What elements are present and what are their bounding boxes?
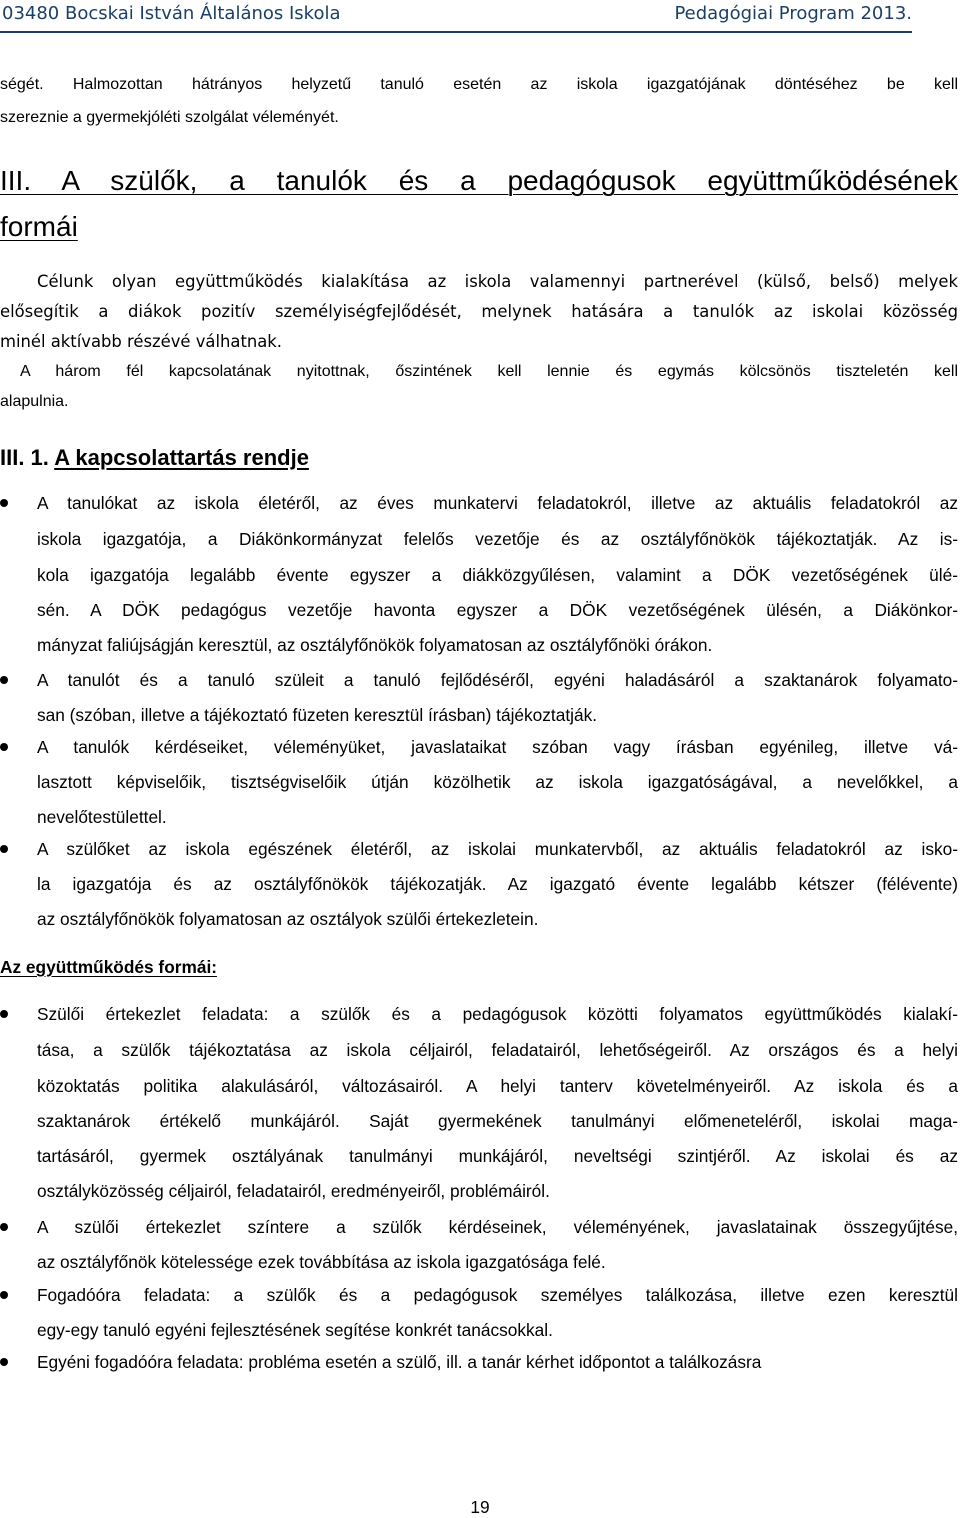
bullet-icon [0, 845, 8, 853]
contact-bullet-line: A tanulókat az iskola életéről, az éves munkatervi feladatokról, illetve az aktuális feladatokról az [37, 493, 958, 513]
goal-line: Célunk olyan együttműködés kialakítása az iskola valamennyi partnerével (külső, belső) melyek [37, 272, 958, 291]
contact-bullet-line: san (szóban, illetve a tájékoztató füzeten keresztül írásban) tájékoztatják. [37, 705, 598, 725]
contact-bullet-line: kola igazgatója legalább évente egyszer a diákközgyűlésen, valamint a DÖK vezetőségének ülé- [37, 565, 958, 585]
subsection-number: III. 1. [0, 445, 49, 470]
forms-bullet-line: közoktatás politika alakulásáról, változásairól. A helyi tanterv követelményeiről. Az iskola és a [37, 1076, 958, 1096]
goal-line: elősegítik a diákok pozitív személyiségfejlődését, melynek hatására a tanulók az iskolai közösség [0, 302, 958, 321]
intro-line: szereznie a gyermekjóléti szolgálat véleményét. [0, 109, 339, 126]
forms-label: Az együttműködés formái: [0, 957, 218, 977]
forms-bullet-line: Fogadóóra feladata: a szülők és a pedagógusok személyes találkozása, illetve ezen keresztül [37, 1285, 958, 1305]
contact-bullet-line: sén. A DÖK pedagógus vezetője havonta egyszer a DÖK vezetőségének ülésén, a Diákönkor- [37, 600, 958, 620]
forms-bullet-line: az osztályfőnök kötelessége ezek továbbítása az iskola igazgatósága felé. [37, 1252, 606, 1272]
contact-bullet-line: A tanulót és a tanuló szüleit a tanuló fejlődéséről, egyéni haladásáról a szaktanárok folyamato- [37, 670, 958, 690]
bullet-icon [0, 1223, 8, 1231]
page-header [0, 0, 960, 34]
contact-bullet-line: A tanulók kérdéseiket, véleményüket, javaslataikat szóban vagy írásban egyénileg, illetve vá- [37, 737, 958, 757]
bullet-icon [0, 1291, 8, 1299]
bullet-icon [0, 499, 8, 507]
bullet-icon [0, 676, 8, 684]
bullet-icon [0, 1358, 8, 1366]
forms-bullet-line: tartásáról, gyermek osztályának tanulmányi munkájáról, neveltségi szintjéről. Az iskolai és az [37, 1146, 958, 1166]
page-number: 19 [470, 1497, 490, 1517]
contact-bullet-line: lasztott képviselőik, tisztségviselőik útján közölhetik az iskola igazgatóságával, a nevelőkkel, a [37, 772, 958, 792]
subsection-heading [0, 444, 309, 472]
three-party-line: A három fél kapcsolatának nyitottnak, őszintének kell lennie és egymás kölcsönös tiszteletén kell [20, 363, 958, 380]
header-divider [0, 31, 912, 33]
section-heading-continued: formái [0, 211, 78, 242]
contact-bullet-line: iskola igazgatója, a Diákönkormányzat felelős vezetője és az osztályfőnökök tájékoztatják. Az is- [37, 529, 958, 549]
contact-bullet-line: nevelőtestülettel. [37, 807, 167, 827]
subsection-title: A kapcsolattartás rendje [54, 445, 309, 470]
forms-bullet-line: Szülői értekezlet feladata: a szülők és a pedagógusok közötti folyamatos együttműködés kialakí- [37, 1004, 958, 1024]
bullet-icon [0, 1010, 8, 1018]
header-school-name: 03480 Bocskai István Általános Iskola [2, 3, 341, 24]
contact-bullet-line: la igazgatója és az osztályfőnökök tájékozatják. Az igazgató évente legalább kétszer (félévente) [37, 874, 958, 894]
forms-bullet-line: tása, a szülők tájékoztatása az iskola céljairól, feladatairól, lehetőségeiről. Az országos és a helyi [37, 1040, 958, 1060]
header-document-title: Pedagógiai Program 2013. [674, 3, 912, 24]
forms-bullet-line: osztályközösség céljairól, feladatairól, eredményeiről, problémáiról. [37, 1181, 550, 1201]
goal-line: minél aktívabb részévé válhatnak. [0, 332, 283, 351]
forms-bullet-line: szaktanárok értékelő munkájáról. Saját gyermekének tanulmányi előmeneteléről, iskolai maga- [37, 1111, 958, 1131]
contact-bullet-line: A szülőket az iskola egészének életéről, az iskolai munkatervből, az aktuális feladatokról az isko- [37, 839, 958, 859]
contact-bullet-line: az osztályfőnökök folyamatosan az osztályok szülői értekezletein. [37, 909, 539, 929]
three-party-line: alapulnia. [0, 393, 69, 410]
forms-bullet-line: Egyéni fogadóóra feladata: probléma esetén a szülő, ill. a tanár kérhet időpontot a találkozásra [37, 1352, 762, 1372]
contact-bullet-line: mányzat faliújságján keresztül, az osztályfőnökök folyamatosan az osztályfőnöki órákon. [37, 635, 713, 655]
forms-bullet-line: A szülői értekezlet színtere a szülők kérdéseinek, véleményének, javaslatainak összegyűjtése, [37, 1217, 958, 1237]
intro-line: ségét. Halmozottan hátrányos helyzetű tanuló esetén az iskola igazgatójának döntéséhez be kell [0, 76, 958, 93]
bullet-icon [0, 743, 8, 751]
forms-bullet-line: egy-egy tanuló egyéni fejlesztésének segítése konkrét tanácsokkal. [37, 1320, 553, 1340]
section-heading: III. A szülők, a tanulók és a pedagógusok együttműködésének [0, 165, 958, 196]
